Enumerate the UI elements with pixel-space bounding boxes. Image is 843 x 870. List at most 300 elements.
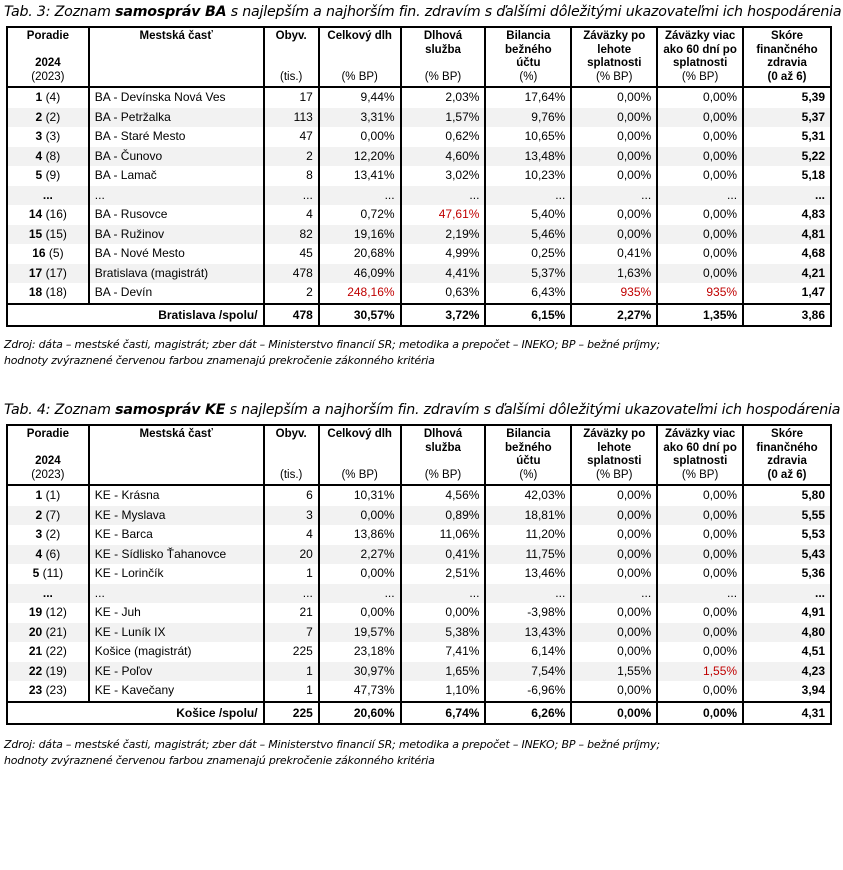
header-label: ako 60 dní po bbox=[663, 441, 737, 454]
service-cell: 47,61% bbox=[401, 205, 486, 225]
overdue60-cell: 0,00% bbox=[657, 264, 743, 284]
balance-cell: -6,96% bbox=[485, 681, 571, 702]
debt-cell: 0,00% bbox=[319, 603, 401, 623]
overdue-cell: 0,00% bbox=[571, 127, 657, 147]
overdue-cell: 935% bbox=[571, 283, 657, 304]
rank-current: 22 bbox=[28, 663, 43, 678]
header-label: (0 až 6) bbox=[767, 468, 807, 481]
service-cell: 0,89% bbox=[401, 506, 486, 526]
header-label: (% BP) bbox=[341, 70, 378, 83]
header-row bbox=[7, 27, 831, 87]
rank-previous: (2) bbox=[45, 527, 61, 541]
rank-current: 2 bbox=[35, 507, 43, 522]
name-cell: Košice (magistrát) bbox=[89, 642, 264, 662]
table-row bbox=[7, 264, 831, 284]
overdue-cell: 0,00% bbox=[571, 205, 657, 225]
name-cell: BA - Petržalka bbox=[89, 108, 264, 128]
source-note-line: hodnoty zvýraznené červenou farbou znamenajú prekročenie zákonného kritéria bbox=[4, 354, 435, 367]
score-cell: ... bbox=[743, 584, 831, 604]
header-label: splatnosti bbox=[672, 57, 728, 69]
header-name bbox=[89, 425, 264, 485]
name-cell: KE - Barca bbox=[89, 525, 264, 545]
score-cell: 4,21 bbox=[743, 264, 831, 284]
balance-cell: 17,64% bbox=[485, 87, 571, 108]
table-row bbox=[7, 166, 831, 186]
header-label: účtu bbox=[516, 57, 541, 69]
rank-previous: (15) bbox=[45, 226, 67, 241]
balance-cell: 13,43% bbox=[485, 623, 571, 643]
caption-prefix: Tab. 4: Zoznam bbox=[4, 402, 116, 418]
table-row bbox=[7, 506, 831, 526]
table-header bbox=[7, 27, 831, 87]
rank-current: 2 bbox=[35, 109, 43, 124]
header-label: zdravia bbox=[767, 57, 807, 69]
rank-previous: (19) bbox=[45, 663, 67, 678]
name-cell: BA - Devínska Nová Ves bbox=[89, 87, 264, 108]
pop-cell: ... bbox=[264, 584, 319, 604]
balance-cell: 5,46% bbox=[485, 225, 571, 245]
name-cell: BA - Čunovo bbox=[89, 147, 264, 167]
total-balance-cell: 6,15% bbox=[485, 304, 571, 326]
header-label: Skóre bbox=[771, 428, 803, 440]
debt-cell: 10,31% bbox=[319, 485, 401, 506]
header-label bbox=[325, 442, 395, 456]
overdue-cell: 0,00% bbox=[571, 545, 657, 565]
header-label: bežného bbox=[505, 43, 552, 56]
table-row bbox=[7, 642, 831, 662]
overdue60-cell: 0,00% bbox=[657, 485, 743, 506]
table-row bbox=[7, 545, 831, 565]
score-cell: 5,37 bbox=[743, 108, 831, 128]
header-label: (% BP) bbox=[424, 70, 462, 83]
pop-cell: 82 bbox=[264, 225, 319, 245]
score-cell: 4,83 bbox=[743, 205, 831, 225]
name-cell: BA - Staré Mesto bbox=[89, 127, 264, 147]
header-label: Skóre bbox=[771, 30, 803, 42]
overdue-cell: 0,00% bbox=[571, 603, 657, 623]
rank-previous: (8) bbox=[45, 148, 61, 163]
header-label: Záväzky po bbox=[583, 30, 646, 42]
rank-current: 15 bbox=[28, 226, 43, 241]
rank-current: 14 bbox=[28, 207, 43, 221]
header-label: Obyv. bbox=[275, 30, 307, 42]
rank-previous: (17) bbox=[45, 265, 67, 280]
overdue60-cell: 0,00% bbox=[657, 681, 743, 702]
overdue60-cell: 0,00% bbox=[657, 545, 743, 565]
table-row bbox=[7, 108, 831, 128]
header-label: Bilancia bbox=[506, 428, 551, 440]
rank-previous: (3) bbox=[45, 129, 61, 143]
service-cell: 1,10% bbox=[401, 681, 486, 702]
overdue60-cell: 0,00% bbox=[657, 127, 743, 147]
overdue60-cell: 1,55% bbox=[657, 662, 743, 682]
score-cell: 3,94 bbox=[743, 681, 831, 702]
name-cell: Bratislava (magistrát) bbox=[89, 264, 264, 284]
score-cell: 5,31 bbox=[743, 127, 831, 147]
header-label bbox=[325, 57, 395, 71]
overdue-cell: 0,00% bbox=[571, 506, 657, 526]
header-balance bbox=[485, 425, 571, 485]
overdue60-cell: 0,00% bbox=[657, 564, 743, 584]
debt-cell: 3,31% bbox=[319, 108, 401, 128]
debt-cell: 0,00% bbox=[319, 564, 401, 584]
caption-suffix: s najlepším a najhorším fin. zdravím s ďalšími dôležitými ukazovateľmi ich hospodárenia bbox=[225, 402, 841, 418]
rank-previous: (5) bbox=[48, 246, 64, 260]
debt-cell: 23,18% bbox=[319, 642, 401, 662]
rank-cell bbox=[7, 681, 89, 702]
header-label: Záväzky po bbox=[583, 428, 646, 440]
rank-cell bbox=[7, 662, 89, 682]
rank-cell bbox=[7, 642, 89, 662]
pop-cell: 47 bbox=[264, 127, 319, 147]
total-debt-cell: 20,60% bbox=[319, 702, 401, 724]
header-overdue-60 bbox=[657, 27, 743, 87]
header-label: zdravia bbox=[767, 455, 807, 467]
rank-current: 17 bbox=[28, 265, 43, 280]
header-rank bbox=[7, 425, 89, 485]
header-label bbox=[270, 455, 313, 469]
header-label bbox=[270, 442, 313, 456]
debt-cell: 0,00% bbox=[319, 127, 401, 147]
total-service-cell: 6,74% bbox=[401, 702, 486, 724]
balance-cell: 42,03% bbox=[485, 485, 571, 506]
overdue60-cell: 0,00% bbox=[657, 623, 743, 643]
rank-current: 1 bbox=[35, 90, 43, 104]
header-label: služba bbox=[425, 43, 461, 56]
rank-current: 20 bbox=[28, 624, 43, 639]
overdue-cell: 1,63% bbox=[571, 264, 657, 284]
service-cell: 0,63% bbox=[401, 283, 486, 304]
rank-current: 3 bbox=[35, 527, 43, 541]
score-cell: 4,81 bbox=[743, 225, 831, 245]
header-label: ako 60 dní po bbox=[663, 43, 737, 56]
pop-cell: 1 bbox=[264, 681, 319, 702]
balance-cell: 6,43% bbox=[485, 283, 571, 304]
overdue60-cell: 0,00% bbox=[657, 108, 743, 128]
header-label: (2023) bbox=[31, 70, 65, 83]
header-label: lehote bbox=[597, 441, 632, 454]
table-row bbox=[7, 147, 831, 167]
table-caption bbox=[0, 3, 841, 21]
name-cell: ... bbox=[89, 584, 264, 604]
rank-current: 4 bbox=[35, 148, 43, 163]
pop-cell: 6 bbox=[264, 485, 319, 506]
overdue60-cell: 0,00% bbox=[657, 147, 743, 167]
debt-cell: 0,72% bbox=[319, 205, 401, 225]
balance-cell: 11,75% bbox=[485, 545, 571, 565]
header-label: Poradie bbox=[26, 30, 69, 42]
header-label bbox=[270, 57, 313, 71]
header-label: Záväzky viac bbox=[664, 30, 736, 42]
debt-cell: ... bbox=[319, 584, 401, 604]
header-population bbox=[264, 425, 319, 485]
score-cell: 4,68 bbox=[743, 244, 831, 264]
overdue-cell: 0,00% bbox=[571, 642, 657, 662]
rank-current: 19 bbox=[28, 605, 43, 619]
rank-previous: (12) bbox=[45, 605, 67, 619]
header-population bbox=[264, 27, 319, 87]
rank-previous: (1) bbox=[45, 488, 61, 502]
overdue60-cell: ... bbox=[657, 584, 743, 604]
header-debt bbox=[319, 27, 401, 87]
header-label: splatnosti bbox=[587, 455, 642, 467]
score-cell: 1,47 bbox=[743, 283, 831, 304]
rank-cell bbox=[7, 603, 89, 623]
name-cell: ... bbox=[89, 186, 264, 206]
score-cell: 5,22 bbox=[743, 147, 831, 167]
header-label: účtu bbox=[516, 455, 541, 467]
rank-previous: (9) bbox=[45, 168, 61, 182]
service-cell: 1,65% bbox=[401, 662, 486, 682]
pop-cell: 4 bbox=[264, 525, 319, 545]
data-table bbox=[6, 26, 832, 327]
pop-cell: 45 bbox=[264, 244, 319, 264]
table-row bbox=[7, 662, 831, 682]
overdue-cell: 0,00% bbox=[571, 108, 657, 128]
rank-cell bbox=[7, 147, 89, 167]
table-row bbox=[7, 205, 831, 225]
pop-cell: 2 bbox=[264, 283, 319, 304]
header-overdue bbox=[571, 27, 657, 87]
pop-cell: 2 bbox=[264, 147, 319, 167]
balance-cell: ... bbox=[485, 584, 571, 604]
score-cell: 5,18 bbox=[743, 166, 831, 186]
debt-cell: 19,57% bbox=[319, 623, 401, 643]
score-cell: 5,39 bbox=[743, 87, 831, 108]
score-cell: 4,23 bbox=[743, 662, 831, 682]
balance-cell: 6,14% bbox=[485, 642, 571, 662]
rank-current: 5 bbox=[35, 168, 43, 182]
pop-cell: 1 bbox=[264, 662, 319, 682]
pop-cell: 225 bbox=[264, 642, 319, 662]
rank-current: ... bbox=[42, 187, 53, 202]
rank-cell bbox=[7, 108, 89, 128]
caption-bold: samospráv KE bbox=[115, 402, 226, 418]
header-score bbox=[743, 425, 831, 485]
overdue-cell: 0,00% bbox=[571, 147, 657, 167]
total-overdue60-cell: 1,35% bbox=[657, 304, 743, 326]
header-label bbox=[13, 44, 83, 58]
rank-current: 5 bbox=[32, 566, 40, 580]
table-header bbox=[7, 425, 831, 485]
header-label: (2023) bbox=[31, 468, 65, 481]
service-cell: 3,02% bbox=[401, 166, 486, 186]
header-label: služba bbox=[425, 441, 461, 454]
name-cell: KE - Luník IX bbox=[89, 623, 264, 643]
table-row bbox=[7, 485, 831, 506]
name-cell: KE - Kavečany bbox=[89, 681, 264, 702]
service-cell: 11,06% bbox=[401, 525, 486, 545]
header-label: (% BP) bbox=[681, 468, 719, 481]
overdue-cell: ... bbox=[571, 584, 657, 604]
pop-cell: 20 bbox=[264, 545, 319, 565]
header-label: (% BP) bbox=[424, 468, 462, 481]
header-label: (% BP) bbox=[596, 468, 633, 481]
rank-cell bbox=[7, 564, 89, 584]
source-note bbox=[4, 337, 660, 369]
header-label bbox=[13, 442, 83, 456]
pop-cell: 3 bbox=[264, 506, 319, 526]
table-row bbox=[7, 225, 831, 245]
pop-cell: 7 bbox=[264, 623, 319, 643]
header-label: Poradie bbox=[26, 428, 69, 440]
debt-cell: 19,16% bbox=[319, 225, 401, 245]
overdue60-cell: 0,00% bbox=[657, 603, 743, 623]
rank-cell bbox=[7, 584, 89, 604]
service-cell: 4,41% bbox=[401, 264, 486, 284]
total-label: Košice /spolu/ bbox=[7, 702, 264, 724]
header-label: bežného bbox=[505, 441, 552, 454]
score-cell: 5,55 bbox=[743, 506, 831, 526]
header-label: splatnosti bbox=[672, 455, 728, 467]
score-cell: 4,91 bbox=[743, 603, 831, 623]
rank-cell bbox=[7, 186, 89, 206]
overdue-cell: 0,00% bbox=[571, 623, 657, 643]
debt-cell: 30,97% bbox=[319, 662, 401, 682]
debt-cell: 13,41% bbox=[319, 166, 401, 186]
service-cell: 7,41% bbox=[401, 642, 486, 662]
pop-cell: 1 bbox=[264, 564, 319, 584]
name-cell: KE - Juh bbox=[89, 603, 264, 623]
header-label: (0 až 6) bbox=[767, 70, 807, 83]
total-row bbox=[7, 304, 831, 326]
header-debt-service bbox=[401, 27, 486, 87]
overdue60-cell: 0,00% bbox=[657, 205, 743, 225]
header-label: Dlhová bbox=[423, 428, 463, 440]
header-row bbox=[7, 425, 831, 485]
overdue-cell: 0,00% bbox=[571, 485, 657, 506]
score-cell: 5,36 bbox=[743, 564, 831, 584]
debt-cell: 248,16% bbox=[319, 283, 401, 304]
rank-previous: (22) bbox=[45, 644, 67, 658]
service-cell: ... bbox=[401, 186, 486, 206]
header-label: (%) bbox=[519, 468, 538, 481]
source-note-line: Zdroj: dáta – mestské časti, magistrát; zber dát – Ministerstvo financií SR; metodika a prepočet – INEKO; BP – bežné príjmy; bbox=[4, 738, 660, 751]
table-row bbox=[7, 584, 831, 604]
header-label: Celkový dlh bbox=[327, 428, 392, 440]
header-balance bbox=[485, 27, 571, 87]
header-label: Dlhová bbox=[423, 30, 463, 42]
header-score bbox=[743, 27, 831, 87]
service-cell: 2,51% bbox=[401, 564, 486, 584]
overdue-cell: 0,00% bbox=[571, 87, 657, 108]
total-row bbox=[7, 702, 831, 724]
header-label: (tis.) bbox=[280, 468, 303, 481]
total-service-cell: 3,72% bbox=[401, 304, 486, 326]
name-cell: BA - Rusovce bbox=[89, 205, 264, 225]
score-cell: 4,80 bbox=[743, 623, 831, 643]
pop-cell: 4 bbox=[264, 205, 319, 225]
balance-cell: 13,46% bbox=[485, 564, 571, 584]
table-row bbox=[7, 681, 831, 702]
table-row bbox=[7, 186, 831, 206]
overdue-cell: 0,00% bbox=[571, 166, 657, 186]
header-label: Obyv. bbox=[275, 428, 307, 440]
overdue-cell: 1,55% bbox=[571, 662, 657, 682]
caption-bold: samospráv BA bbox=[115, 4, 227, 20]
name-cell: KE - Poľov bbox=[89, 662, 264, 682]
overdue-cell: 0,00% bbox=[571, 225, 657, 245]
data-table bbox=[6, 424, 832, 725]
rank-previous: (11) bbox=[42, 566, 64, 580]
pop-cell: 8 bbox=[264, 166, 319, 186]
overdue60-cell: 0,00% bbox=[657, 642, 743, 662]
rank-current: ... bbox=[42, 585, 53, 600]
service-cell: 0,00% bbox=[401, 603, 486, 623]
header-label: (% BP) bbox=[341, 468, 378, 481]
name-cell: KE - Sídlisko Ťahanovce bbox=[89, 545, 264, 565]
overdue60-cell: 0,00% bbox=[657, 166, 743, 186]
total-overdue60-cell: 0,00% bbox=[657, 702, 743, 724]
rank-current: 23 bbox=[28, 683, 43, 697]
rank-current: 1 bbox=[35, 488, 43, 502]
pop-cell: 17 bbox=[264, 87, 319, 108]
caption-prefix: Tab. 3: Zoznam bbox=[4, 4, 116, 20]
balance-cell: 0,25% bbox=[485, 244, 571, 264]
rank-current: 4 bbox=[35, 546, 43, 561]
service-cell: 0,41% bbox=[401, 545, 486, 565]
overdue-cell: 0,00% bbox=[571, 564, 657, 584]
pop-cell: 21 bbox=[264, 603, 319, 623]
overdue60-cell: ... bbox=[657, 186, 743, 206]
header-label: (%) bbox=[519, 70, 538, 83]
header-label: Celkový dlh bbox=[327, 30, 392, 42]
rank-cell bbox=[7, 485, 89, 506]
table-row bbox=[7, 127, 831, 147]
service-cell: ... bbox=[401, 584, 486, 604]
rank-cell bbox=[7, 506, 89, 526]
rank-current: 3 bbox=[35, 129, 43, 143]
header-label: Mestská časť bbox=[139, 428, 213, 440]
rank-cell bbox=[7, 283, 89, 304]
rank-cell bbox=[7, 205, 89, 225]
balance-cell: 10,23% bbox=[485, 166, 571, 186]
header-label bbox=[270, 44, 313, 58]
service-cell: 4,99% bbox=[401, 244, 486, 264]
table-body bbox=[7, 485, 831, 724]
header-label: Záväzky viac bbox=[664, 428, 736, 440]
header-name bbox=[89, 27, 264, 87]
balance-cell: 5,37% bbox=[485, 264, 571, 284]
total-score-cell: 4,31 bbox=[743, 702, 831, 724]
balance-cell: 11,20% bbox=[485, 525, 571, 545]
source-note-line: hodnoty zvýraznené červenou farbou znamenajú prekročenie zákonného kritéria bbox=[4, 754, 435, 767]
overdue60-cell: 0,00% bbox=[657, 225, 743, 245]
debt-cell: 0,00% bbox=[319, 506, 401, 526]
header-label: Bilancia bbox=[506, 30, 551, 42]
name-cell: BA - Nové Mesto bbox=[89, 244, 264, 264]
service-cell: 2,19% bbox=[401, 225, 486, 245]
source-note bbox=[4, 737, 660, 769]
header-label bbox=[407, 455, 480, 469]
rank-cell bbox=[7, 225, 89, 245]
name-cell: KE - Lorinčík bbox=[89, 564, 264, 584]
table-row bbox=[7, 283, 831, 304]
table-body bbox=[7, 87, 831, 326]
name-cell: BA - Lamač bbox=[89, 166, 264, 186]
rank-previous: (2) bbox=[45, 109, 61, 124]
rank-cell bbox=[7, 127, 89, 147]
debt-cell: 20,68% bbox=[319, 244, 401, 264]
service-cell: 1,57% bbox=[401, 108, 486, 128]
table-row bbox=[7, 564, 831, 584]
overdue60-cell: 0,00% bbox=[657, 244, 743, 264]
balance-cell: 9,76% bbox=[485, 108, 571, 128]
total-debt-cell: 30,57% bbox=[319, 304, 401, 326]
rank-cell bbox=[7, 87, 89, 108]
table-row bbox=[7, 87, 831, 108]
total-pop-cell: 478 bbox=[264, 304, 319, 326]
